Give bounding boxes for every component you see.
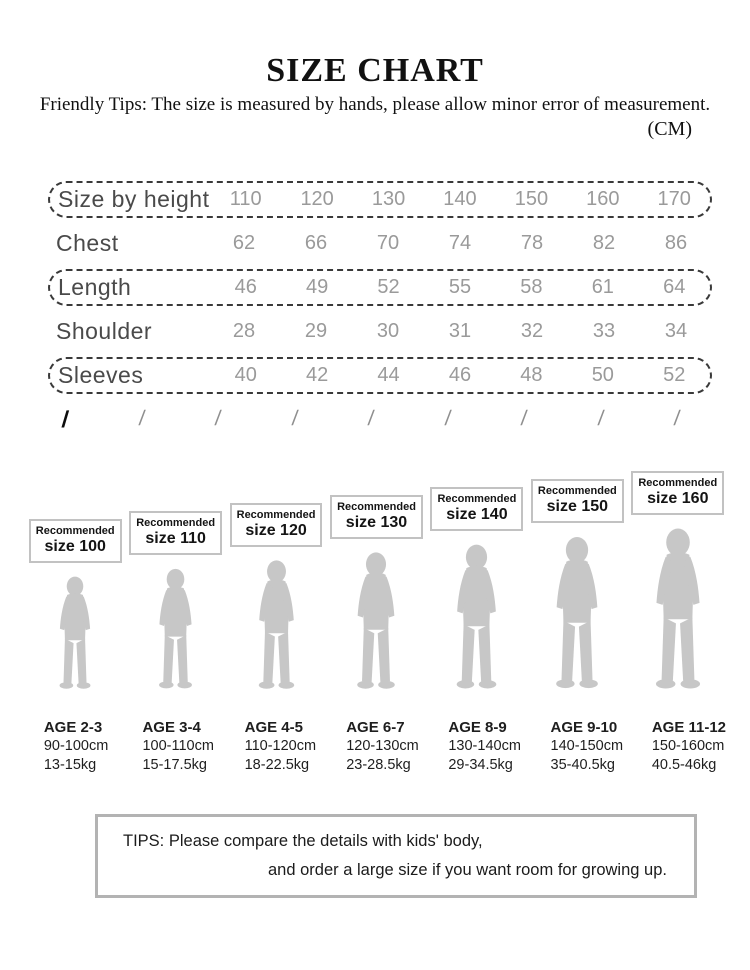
cell-value: 32 [520,320,544,342]
recommended-label: Recommended [236,509,316,521]
table-row-size-by-height [48,181,712,218]
age-block [638,718,740,775]
age-label: AGE 4-5 [244,719,303,736]
cell-value: 78 [520,232,544,254]
age-label: AGE 11-12 [651,719,727,736]
cell-value: 66 [304,232,328,254]
child-silhouette-icon [645,528,711,690]
table-row-sleeves [48,357,712,394]
age-block [25,718,127,775]
recommended-label: Recommended [437,493,517,505]
slash-mark: / [290,407,299,430]
age-label: AGE 9-10 [550,719,618,736]
slash-mark: / [214,407,223,430]
age-label: AGE 8-9 [448,719,507,736]
size-label: size 110 [145,530,206,547]
cell-value: 55 [448,276,472,298]
row-values [208,320,712,343]
table-row-length [48,269,712,306]
weight-range-label: 18-22.5kg [244,757,310,773]
cell-value: 52 [377,276,400,298]
row-values [210,364,710,387]
child-silhouette-icon [52,576,98,690]
row-label: Chest [56,230,119,256]
table-row-shoulder [48,313,712,350]
slash-row [62,402,680,436]
cell-value: 120 [300,188,334,210]
cell-value: 64 [663,276,686,298]
child-silhouette-icon [348,552,404,690]
recommended-size-box [129,511,222,555]
age-block [536,718,638,775]
age-block [127,718,229,775]
cell-value: 46 [234,276,257,298]
size-label: size 100 [44,538,106,555]
cell-value: 40 [234,364,257,386]
size-label: size 140 [446,506,508,523]
height-range-label: 120-130cm [346,738,419,754]
cell-value: 34 [664,320,688,342]
figure-column-size-130 [326,452,426,690]
recommended-label: Recommended [638,477,718,489]
row-label: Length [58,274,132,300]
slash-mark: / [443,407,452,430]
cell-value: 62 [232,232,256,254]
recommended-label: Recommended [136,517,216,529]
table-row-chest [48,225,712,262]
weight-range-label: 40.5-46kg [651,757,717,773]
height-range-label: 90-100cm [43,738,109,754]
weight-range-label: 15-17.5kg [142,757,207,773]
cell-value: 42 [306,364,329,386]
recommended-label: Recommended [537,485,617,497]
cell-value: 70 [376,232,400,254]
row-label: Shoulder [56,318,153,344]
cell-value: 31 [448,320,472,342]
figure-column-size-100 [25,452,125,690]
figure-columns [25,452,728,690]
cell-value: 52 [663,364,686,386]
cell-value: 110 [229,188,262,210]
cell-value: 49 [306,276,329,298]
cell-value: 48 [520,364,543,386]
figure-column-size-140 [427,452,527,690]
cell-value: 74 [448,232,472,254]
cell-value: 140 [443,188,477,210]
cell-value: 61 [591,276,614,298]
cell-value: 82 [592,232,616,254]
row-values [210,276,710,299]
recommended-size-box [29,519,122,563]
tips-line-1: TIPS: Please compare the details with kids' body, [123,832,483,850]
height-range-label: 140-150cm [550,738,624,754]
recommended-label: Recommended [337,501,416,513]
tips-box [95,814,697,898]
age-label: AGE 6-7 [346,719,405,736]
cell-value: 44 [377,364,400,386]
page-title: SIZE CHART [266,52,484,89]
slash-mark: / [137,407,147,430]
figure-column-size-160 [628,452,728,690]
slash-mark: / [60,405,70,432]
size-label: size 160 [647,490,709,507]
child-silhouette-icon [250,560,303,690]
recommended-size-box [330,495,423,539]
weight-range-label: 35-40.5kg [550,757,615,773]
slash-mark: / [520,407,529,430]
cell-value: 160 [586,188,620,210]
height-range-label: 100-110cm [142,738,214,754]
size-table [48,181,712,394]
cell-value: 29 [304,320,328,342]
age-block [229,718,331,775]
cell-value: 46 [448,364,472,386]
unit-label: (CM) [647,118,692,140]
cell-value: 33 [592,320,616,342]
slash-mark: / [596,407,605,430]
row-label: Sleeves [58,362,144,388]
slash-mark: / [672,407,682,430]
cell-value: 28 [232,320,256,342]
weight-range-label: 13-15kg [43,757,97,773]
height-range-label: 110-120cm [244,738,317,754]
recommended-size-box [430,487,523,531]
weight-range-label: 23-28.5kg [346,757,411,773]
cell-value: 86 [664,232,688,254]
height-range-label: 130-140cm [448,738,521,754]
recommended-size-box [531,479,624,523]
cell-value: 130 [371,188,406,210]
child-silhouette-icon [447,544,506,690]
age-block [434,718,536,775]
cell-value: 170 [657,188,691,210]
size-label: size 150 [546,498,609,515]
figure-column-size-120 [226,452,326,690]
tips-line-2: and order a large size if you want room for growing up. [268,861,667,879]
cell-value: 50 [591,364,614,386]
figure-column-size-110 [125,452,225,690]
age-label: AGE 3-4 [142,719,201,736]
figure-column-size-150 [527,452,627,690]
recommended-size-box [230,503,323,547]
row-values [210,188,710,211]
cell-value: 30 [376,320,400,342]
recommended-size-box [631,471,724,515]
row-label: Size by height [58,186,210,212]
header [0,0,750,141]
cell-value: 150 [514,188,549,210]
recommended-label: Recommended [35,525,115,537]
slash-mark: / [367,407,376,430]
size-label: size 130 [345,514,408,531]
weight-range-label: 29-34.5kg [448,757,513,773]
child-silhouette-icon [151,568,200,690]
child-silhouette-icon [546,536,608,690]
row-values [208,232,712,255]
cell-value: 58 [520,276,543,298]
age-block [331,718,433,775]
age-label: AGE 2-3 [43,719,103,736]
friendly-tips-subtitle: Friendly Tips: The size is measured by hands, please allow minor error of measurement. [39,94,711,115]
height-range-label: 150-160cm [651,738,725,754]
age-labels-row [25,718,740,775]
size-label: size 120 [245,522,307,539]
